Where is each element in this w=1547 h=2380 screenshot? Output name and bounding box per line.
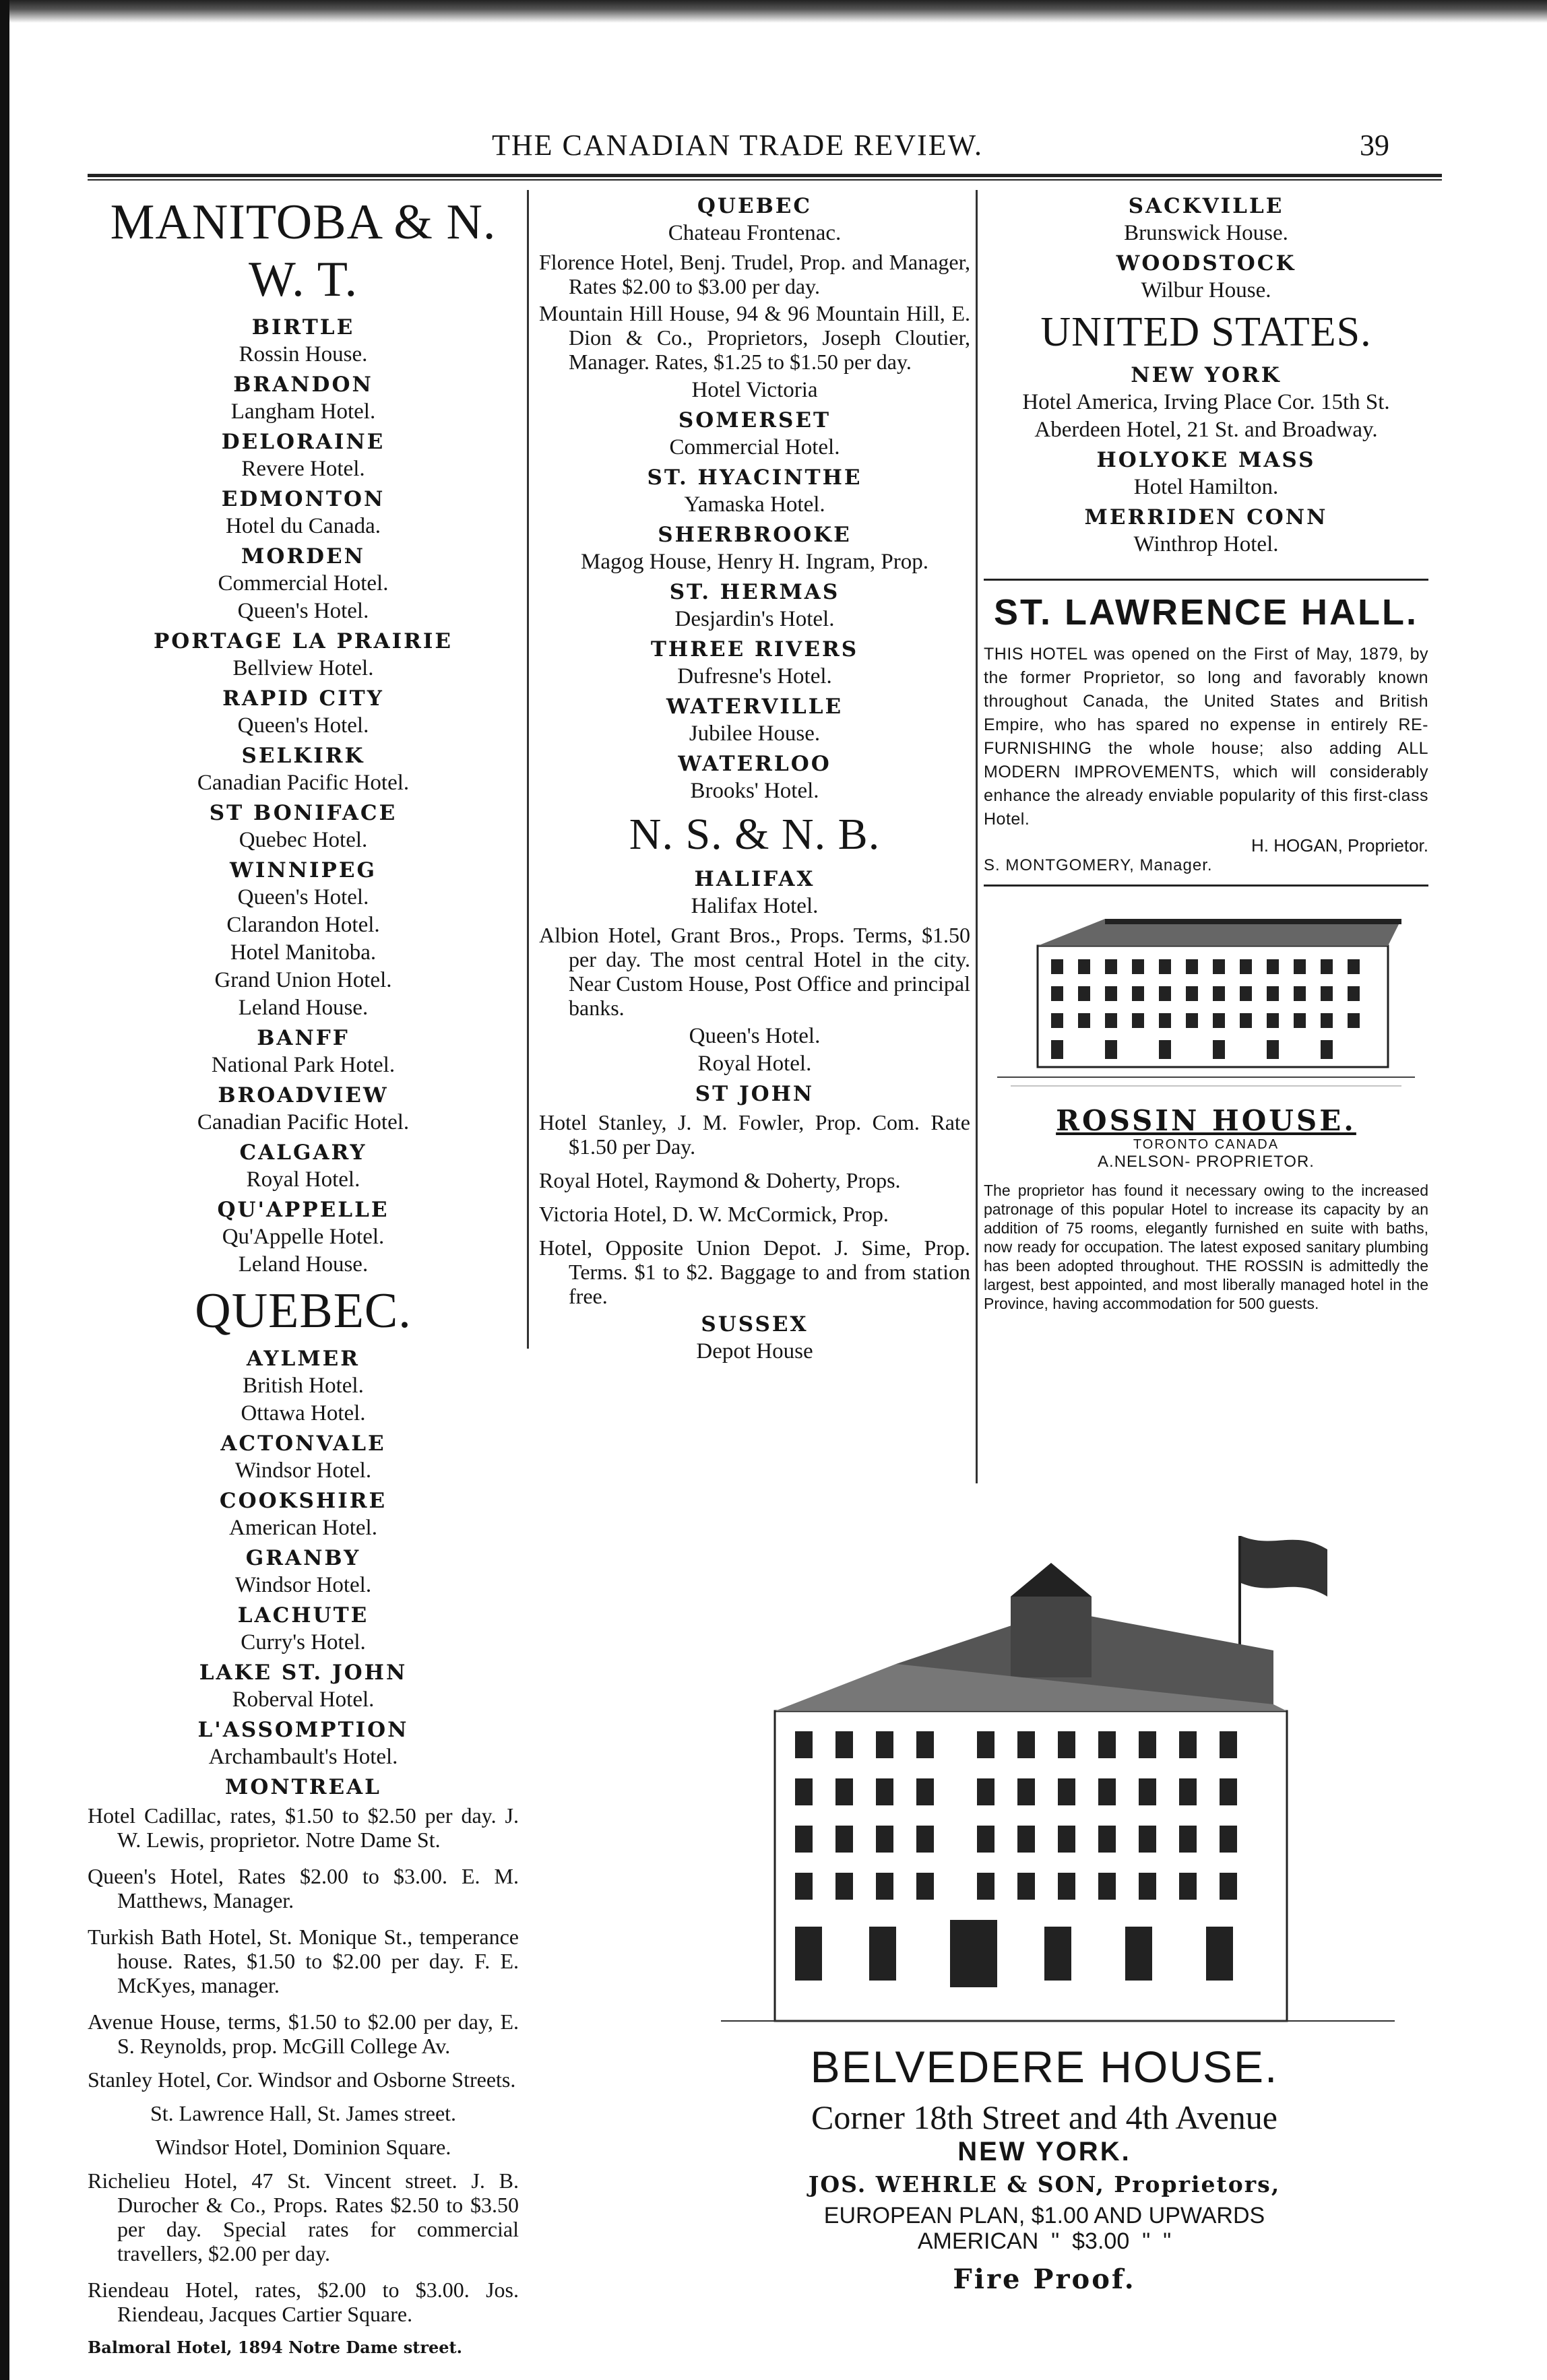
hotel-name: Queen's Hotel. (689, 1024, 821, 1048)
masthead: THE CANADIAN TRADE REVIEW. (492, 129, 984, 162)
town-name: BROADVIEW (218, 1083, 389, 1107)
town-name: BRANDON (233, 373, 373, 397)
hotel-name: Roberval Hotel. (232, 1687, 375, 1712)
town-name: MORDEN (241, 544, 365, 569)
town-name: BIRTLE (251, 315, 355, 340)
town-name: AYLMER (246, 1347, 360, 1371)
town-name: QUEBEC (697, 194, 813, 218)
ad-text: THIS HOTEL was opened on the First of May, 1879, by the former Proprietor, so long and favorably known throughout Canada, the United States and British Empire, who has spared no expense in entirely RE-FURNISHING the whole house; also adding ALL MODERN IMPROVEMENTS, which will considerably enhance the already enviable popularity of this first-class Hotel. (984, 645, 1428, 829)
hotel-name: Hotel Manitoba. (230, 940, 377, 965)
rossin-sign: ROSSIN HOUSE. (1056, 1104, 1356, 1137)
ad-proprietor: H. HOGAN, Proprietor. (1251, 835, 1428, 856)
hotel-name: Leland House. (238, 996, 369, 1020)
column-left (88, 190, 519, 2362)
town-name: SHERBROOKE (658, 523, 852, 547)
hotel-name: Revere Hotel. (241, 457, 365, 481)
rossin-house-ad (984, 905, 1428, 1313)
hotel-entry: Riendeau Hotel, rates, $2.00 to $3.00. Jos. Riendeau, Jacques Cartier Square. (88, 2278, 519, 2326)
section-quebec: QUEBEC. (195, 1283, 412, 1339)
hotel-entry: Royal Hotel, Raymond & Doherty, Props. (539, 1168, 901, 1192)
hotel-name: Quebec Hotel. (239, 828, 368, 852)
hotel-name: Curry's Hotel. (241, 1630, 366, 1654)
town-name: ACTONVALE (220, 1432, 386, 1456)
hotel-name: Hotel du Canada. (225, 514, 381, 538)
hotel-entry: Avenue House, terms, $1.50 to $2.00 per day, E. S. Reynolds, prop. McGill College Av. (88, 2009, 519, 2058)
ad-title: ST. LAWRENCE HALL. (994, 592, 1418, 633)
montreal-listings (88, 1803, 519, 2360)
belvedere-house-engraving (721, 1509, 1395, 2028)
hotel-name: Grand Union Hotel. (214, 968, 392, 992)
town-name: L'ASSOMPTION (197, 1718, 409, 1742)
hotel-name: Royal Hotel. (697, 1052, 812, 1076)
rossin-city: TORONTO CANADA (1133, 1137, 1280, 1152)
town-name: ST. HERMAS (669, 580, 840, 604)
hotel-entry: St. Lawrence Hall, St. James street. (150, 2101, 457, 2125)
town-name: SELKIRK (241, 744, 365, 768)
quebec-listings (88, 1345, 519, 1801)
hotel-name: Royal Hotel. (246, 1167, 360, 1192)
hotel-name: Winthrop Hotel. (1133, 532, 1279, 556)
scan-left-edge (0, 0, 9, 2380)
hotel-name: Canadian Pacific Hotel. (197, 771, 410, 795)
hotel-entry: Hotel Cadillac, rates, $1.50 to $2.50 per day. J. W. Lewis, proprietor. Notre Dame St. (88, 1803, 519, 1852)
section-nsnb: N. S. & N. B. (629, 810, 881, 859)
hotel-entry: Stanley Hotel, Cor. Windsor and Osborne Streets. (88, 2067, 516, 2092)
column-right (984, 190, 1428, 1313)
header-rule (88, 174, 1442, 177)
town-name: MONTREAL (225, 1775, 381, 1799)
st-lawrence-hall-ad (984, 579, 1428, 887)
section-united-states: UNITED STATES. (1040, 309, 1372, 355)
town-name: HOLYOKE MASS (1096, 448, 1316, 472)
hotel-name: Windsor Hotel. (234, 1458, 372, 1483)
hotel-entry: Windsor Hotel, Dominion Square. (155, 2135, 451, 2159)
hotel-name: National Park Hotel. (211, 1053, 396, 1077)
town-name: HALIFAX (694, 867, 815, 891)
town-name: WOODSTOCK (1116, 251, 1296, 276)
town-name: ST. HYACINTHE (647, 465, 862, 490)
town-name: ST BONIFACE (209, 801, 398, 825)
rossin-proprietor: A.NELSON- PROPRIETOR. (1098, 1153, 1315, 1171)
town-name: WATERLOO (678, 752, 831, 776)
town-name: PORTAGE LA PRAIRIE (153, 629, 453, 653)
scan-top-edge (0, 0, 1547, 23)
rossin-house-engraving (984, 905, 1428, 1101)
hotel-name: Yamaska Hotel. (684, 492, 825, 517)
hotel-name: Windsor Hotel. (234, 1573, 372, 1597)
hotel-name: Hotel Hamilton. (1133, 475, 1279, 499)
ad-proprietors: JOS. WEHRLE & SON, Proprietors, (808, 2171, 1281, 2197)
hotel-name: Magog House, Henry H. Ingram, Prop. (581, 550, 928, 574)
town-name: NEW YORK (1131, 363, 1282, 387)
ad-title: BELVEDERE HOUSE. (810, 2042, 1279, 2092)
ad-manager: S. MONTGOMERY, Manager. (984, 856, 1213, 874)
column-divider-1 (527, 190, 529, 1349)
hotel-name: Hotel Victoria (691, 378, 818, 402)
hotel-name: Aberdeen Hotel, 21 St. and Broadway. (1034, 418, 1378, 442)
hotel-entry: Florence Hotel, Benj. Trudel, Prop. and Manager, Rates $2.00 to $3.00 per day. (539, 250, 970, 298)
town-name: COOKSHIRE (219, 1489, 387, 1513)
ad-plan-european: EUROPEAN PLAN, $1.00 AND UPWARDS (823, 2203, 1265, 2228)
ad-plan-american: AMERICAN " $3.00 " " (917, 2228, 1172, 2254)
hotel-name: Leland House. (238, 1252, 369, 1277)
town-name: MERRIDEN CONN (1084, 505, 1328, 529)
header-rule-thin (88, 179, 1442, 181)
town-name: RAPID CITY (222, 686, 384, 711)
hotel-name: Commercial Hotel. (218, 571, 389, 596)
town-name: LAKE ST. JOHN (199, 1661, 408, 1685)
town-name: DELORAINE (221, 430, 385, 454)
hotel-name: Brooks' Hotel. (690, 779, 819, 803)
hotel-name: Jubilee House. (689, 721, 821, 746)
rossin-text: The proprietor has found it necessary owing to the increased patronage of this popular Hotel to increase its capacity by an addition of 75 rooms, elegantly furnished en suite with baths, now ready for occupation. The latest exposed sanitary plumbing has been adopted throughout. THE ROSSIN is admittedly the largest, best appointed, and most liberally managed hotel in the Province, having accommodation for 500 guests. (984, 1182, 1428, 1312)
hotel-name: British Hotel. (243, 1374, 364, 1398)
town-name: EDMONTON (221, 487, 385, 511)
manitoba-listings (88, 314, 519, 1279)
page-number: 39 (1360, 129, 1389, 162)
ad-address: Corner 18th Street and 4th Avenue (811, 2098, 1277, 2136)
town-name: GRANBY (245, 1546, 361, 1570)
hotel-name: Dufresne's Hotel. (677, 664, 832, 688)
town-name: SACKVILLE (1128, 194, 1284, 218)
town-name: ST JOHN (695, 1082, 815, 1106)
hotel-name: Qu'Appelle Hotel. (222, 1225, 385, 1249)
hotel-name: Brunswick House. (1124, 221, 1288, 245)
town-name: WATERVILLE (666, 695, 844, 719)
hotel-name: Archambault's Hotel. (208, 1745, 398, 1769)
hotel-name: Ottawa Hotel. (241, 1401, 366, 1425)
hotel-entry: Queen's Hotel, Rates $2.00 to $3.00. E. M. Matthews, Manager. (88, 1864, 519, 1912)
town-name: QU'APPELLE (217, 1198, 389, 1222)
hotel-entry: Balmoral Hotel, 1894 Notre Dame street. (88, 2338, 462, 2357)
town-name: BANFF (257, 1026, 350, 1050)
town-name: WINNIPEG (230, 858, 377, 882)
hotel-entry: Albion Hotel, Grant Bros., Props. Terms, $1.50 per day. The most central Hotel in the city. Near Custom House, Post Office and principal banks. (539, 923, 970, 1020)
section-manitoba: MANITOBA & N. W. T. (110, 195, 497, 307)
hotel-entry: Mountain Hill House, 94 & 96 Mountain Hill, E. Dion & Co., Proprietors, Joseph Cloutier, Manager. Rates, $1.25 to $1.50 per day. (539, 301, 970, 374)
hotel-entry: Turkish Bath Hotel, St. Monique St., temperance house. Rates, $1.50 to $2.00 per day. F. E. McKyes, manager. (88, 1925, 519, 1997)
hotel-name: Halifax Hotel. (691, 894, 819, 918)
hotel-name: American Hotel. (229, 1516, 377, 1540)
hotel-entry: Hotel Stanley, J. M. Fowler, Prop. Com. Rate $1.50 per Day. (539, 1110, 970, 1159)
hotel-name: Chateau Frontenac. (668, 221, 842, 245)
hotel-name: Wilbur House. (1141, 278, 1271, 302)
hotel-name: Depot House (696, 1339, 813, 1363)
belvedere-house-ad (633, 2041, 1455, 2295)
hotel-name: Commercial Hotel. (669, 435, 840, 459)
hotel-name: Canadian Pacific Hotel. (197, 1110, 410, 1134)
column-middle (539, 190, 970, 1365)
hotel-name: Clarandon Hotel. (226, 913, 380, 937)
hotel-name: Rossin House. (239, 342, 368, 366)
hotel-name: Bellview Hotel. (232, 656, 374, 680)
hotel-name: Queen's Hotel. (237, 713, 369, 738)
hotel-name: Queen's Hotel. (237, 885, 369, 909)
town-name: LACHUTE (237, 1603, 369, 1628)
town-name: THREE RIVERS (650, 637, 859, 662)
hotel-name: Desjardin's Hotel. (674, 607, 835, 631)
hotel-entry: Victoria Hotel, D. W. McCormick, Prop. (539, 1202, 889, 1226)
column-divider-2 (976, 190, 978, 1483)
ad-city: NEW YORK. (957, 2137, 1131, 2166)
town-name: SOMERSET (678, 408, 831, 432)
ad-fireproof: Fire Proof. (953, 2263, 1136, 2295)
town-name: CALGARY (239, 1140, 367, 1165)
hotel-entry: Richelieu Hotel, 47 St. Vincent street. J. B. Durocher & Co., Props. Rates $2.50 to $3.50 per day. Special rates for commercial travellers, $2.00 per day. (88, 2168, 519, 2265)
hotel-name: Queen's Hotel. (237, 599, 369, 623)
hotel-name: Hotel America, Irving Place Cor. 15th St. (1022, 390, 1390, 414)
town-name: SUSSEX (701, 1312, 809, 1337)
hotel-name: Langham Hotel. (230, 399, 376, 424)
hotel-entry: Hotel, Opposite Union Depot. J. Sime, Prop. Terms. $1 to $2. Baggage to and from station free. (539, 1235, 970, 1308)
